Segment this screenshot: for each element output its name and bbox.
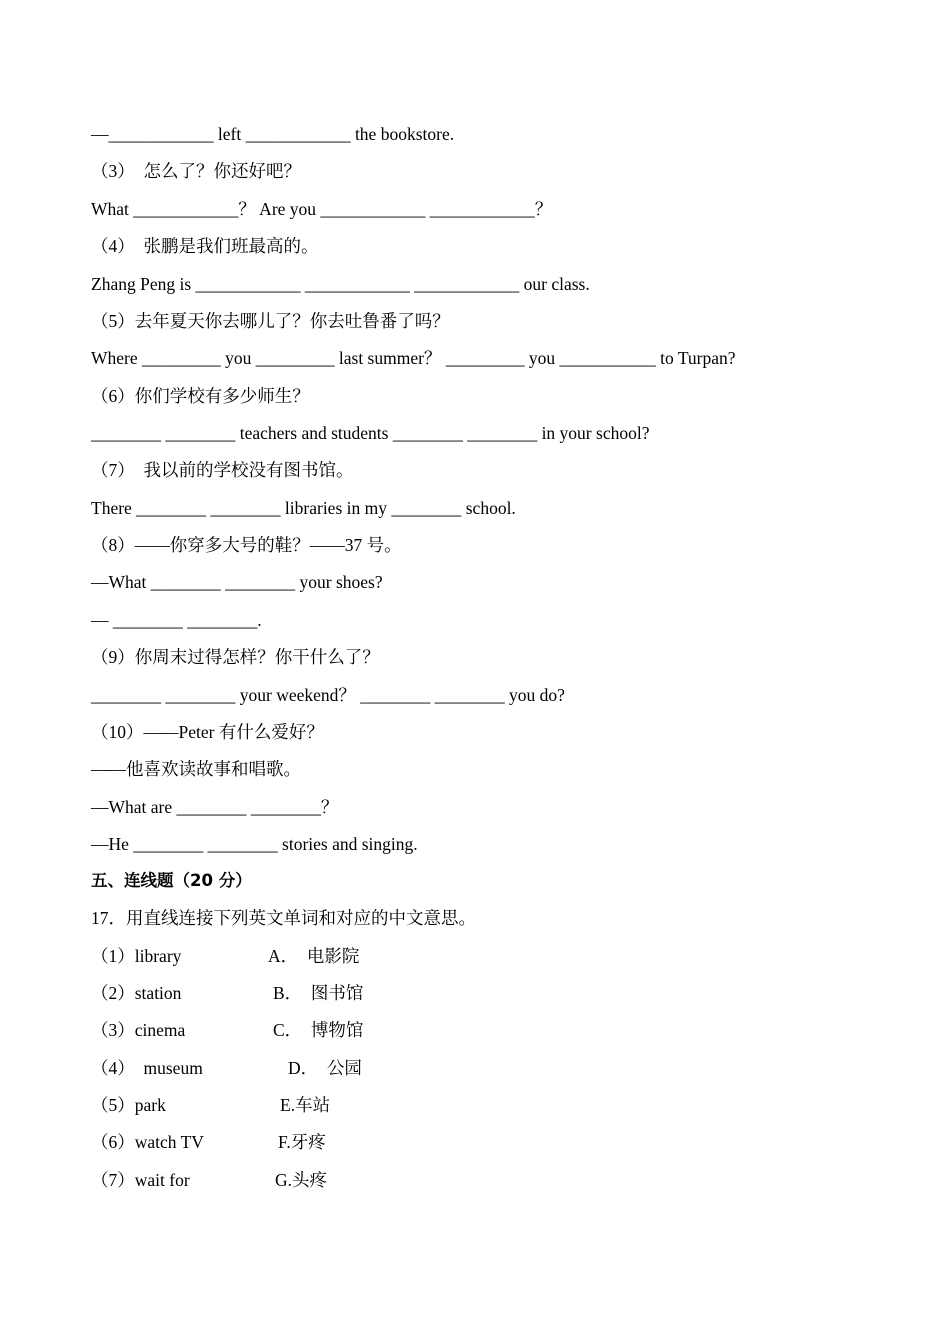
match-left-item: （7）wait for — [91, 1170, 190, 1190]
match-left-item: （1）library — [91, 946, 182, 966]
question-prompt: （7） 我以前的学校没有图书馆。 — [91, 460, 354, 480]
answer-line: —What are ________ ________？ — [91, 797, 339, 817]
match-right-item: G.头疼 — [275, 1170, 328, 1190]
match-right-item: A． 电影院 — [268, 946, 360, 966]
match-left-item: （3）cinema — [91, 1020, 186, 1040]
question-prompt: （3） 怎么了？你还好吧？ — [91, 161, 301, 181]
answer-line: Zhang Peng is ____________ ____________ ____________ our class. — [91, 274, 590, 294]
answer-line: —What ________ ________ your shoes? — [91, 572, 383, 592]
match-left-item: （2）station — [91, 983, 182, 1003]
match-left-item: （5）park — [91, 1095, 166, 1115]
answer-line: —He ________ ________ stories and singing. — [91, 834, 418, 854]
answer-line: Where _________ you _________ last summer？ _________ you ___________ to Turpan? — [91, 348, 736, 368]
question-prompt: （10）——Peter 有什么爱好？ — [91, 722, 324, 742]
question-prompt: （8）——你穿多大号的鞋？——37 号。 — [91, 535, 402, 555]
match-right-item: F.牙疼 — [278, 1132, 326, 1152]
match-right-item: D． 公园 — [288, 1058, 362, 1078]
answer-line: What ____________？ Are you ____________ ____________？ — [91, 199, 553, 219]
question-prompt: （9）你周末过得怎样？你干什么了？ — [91, 647, 380, 667]
match-left-item: （4） museum — [91, 1058, 203, 1078]
answer-line: —____________ left ____________ the bookstore. — [91, 124, 455, 144]
match-left-item: （6）watch TV — [91, 1132, 204, 1152]
match-right-item: E.车站 — [280, 1095, 331, 1115]
question-prompt: （6）你们学校有多少师生？ — [91, 386, 310, 406]
section-heading: 五、连线题（20 分） — [91, 871, 252, 890]
match-right-item: C． 博物馆 — [273, 1020, 364, 1040]
match-right-item: B． 图书馆 — [273, 983, 364, 1003]
answer-line: There ________ ________ libraries in my ________ school. — [91, 498, 516, 518]
question-prompt: （4） 张鹏是我们班最高的。 — [91, 236, 319, 256]
answer-line: ________ ________ your weekend？ ________ ________ you do? — [91, 685, 565, 705]
question-prompt: ——他喜欢读故事和唱歌。 — [91, 759, 301, 779]
answer-line: ________ ________ teachers and students ________ ________ in your school? — [91, 423, 650, 443]
question-17-prompt: 17．用直线连接下列英文单词和对应的中文意思。 — [91, 908, 476, 928]
answer-line: — ________ ________. — [91, 610, 262, 630]
question-prompt: （5）去年夏天你去哪儿了？你去吐鲁番了吗？ — [91, 311, 450, 331]
